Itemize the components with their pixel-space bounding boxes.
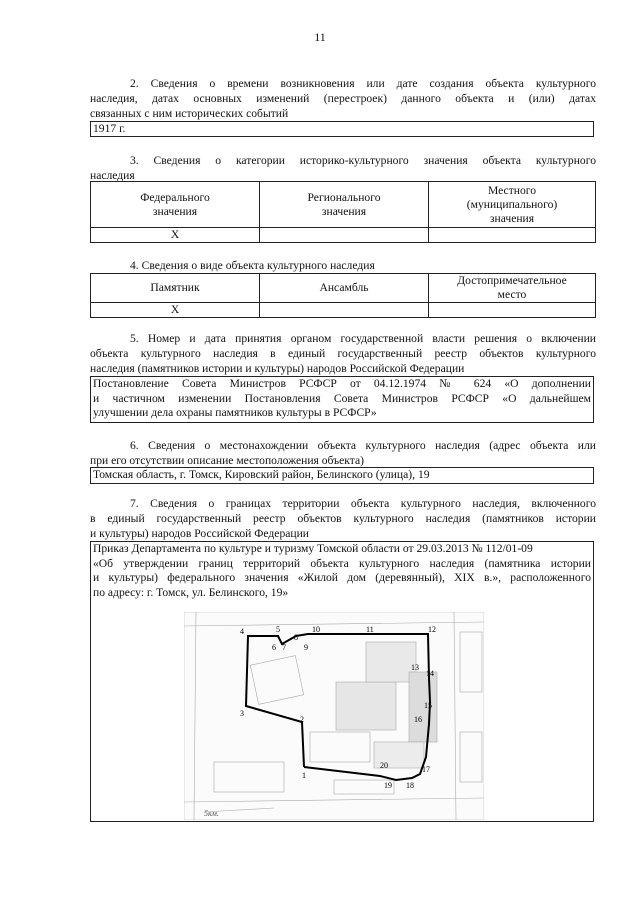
boundary-point-label: 1 — [302, 771, 306, 780]
table-cell — [260, 303, 429, 318]
section-2-value: 1917 г. — [90, 121, 594, 137]
boundary-point-label: 8 — [294, 633, 298, 642]
text-line: улучшении дела охраны памятников культуры в РСФСР» — [93, 406, 377, 419]
text-line: 2. Сведения о времени возникновения или дате создания объекта культурного — [130, 77, 596, 90]
table-header: Федерального значения — [91, 182, 260, 228]
section-4-heading — [90, 258, 596, 273]
text-line: связанных с ним исторических событий — [90, 107, 289, 120]
page-number: 11 — [314, 30, 326, 44]
text-line: 5. Номер и дата принятия органом государственной власти решения о включении — [130, 332, 596, 345]
text-line: и культуры) федерального значения «Жилой дом (деревянный), XIX в.», расположенного — [93, 571, 591, 584]
table-cell — [429, 303, 596, 318]
text-line: 6. Сведения о местонахождении объекта культурного наследия (адрес объекта или — [130, 439, 596, 452]
boundary-point-label: 6 — [272, 643, 276, 652]
boundary-point-label: 16 — [414, 715, 422, 724]
table-cell — [429, 228, 596, 243]
table-header: Достопримечательное место — [429, 274, 596, 303]
boundary-point-label: 10 — [312, 625, 320, 634]
text-line: Приказ Департамента по культуре и туризму Томской области от 29.03.2013 № 112/01-09 — [93, 542, 533, 555]
boundary-point-label: 5 — [276, 625, 280, 634]
table-header: Памятник — [91, 274, 260, 303]
table-cell: Х — [91, 303, 260, 318]
text-line: и культуры) народов Российской Федерации — [90, 527, 310, 540]
boundary-point-label: 15 — [424, 701, 432, 710]
section-6-heading — [90, 438, 596, 468]
text-line: наследия, датах основных изменений (перестроек) данного объекта и (или) датах — [90, 92, 596, 105]
boundary-point-label: 14 — [426, 669, 434, 678]
table-cell — [260, 228, 429, 243]
section-7-heading — [90, 496, 596, 541]
text-line: наследия (памятников истории и культуры) народов Российской Федерации — [90, 362, 465, 375]
section-6-value: Томская область, г. Томск, Кировский район, Белинского (улица), 19 — [90, 467, 594, 484]
table-header: Регионального значения — [260, 182, 429, 228]
boundary-point-label: 19 — [384, 781, 392, 790]
text-line: 3. Сведения о категории историко-культурного значения объекта культурного — [130, 154, 596, 167]
boundary-point-label: 7 — [282, 643, 286, 652]
boundary-point-label: 20 — [380, 761, 388, 770]
text-line: в единый государственный реестр объектов культурного наследия (памятников истории — [90, 512, 596, 525]
type-table — [90, 273, 596, 318]
boundary-plan-map — [184, 612, 484, 820]
boundary-point-label: 2 — [300, 715, 304, 724]
text-line: «Об утверждении границ территорий объекта культурного наследия (памятника истории — [93, 556, 591, 570]
text-line: Постановление Совета Министров РСФСР от 04.12.1974 № 624 «О дополнении — [93, 377, 591, 390]
boundary-point-label: 18 — [406, 781, 414, 790]
section-5-value — [90, 376, 594, 423]
text-line: при его отсутствии описание местоположения объекта) — [90, 454, 365, 467]
boundary-point-label: 11 — [366, 625, 374, 634]
text-line: 7. Сведения о границах территории объекта культурного наследия, включенного — [130, 497, 596, 510]
section-5-heading — [90, 331, 596, 376]
text-line: 4. Сведения о виде объекта культурного наследия — [130, 259, 375, 272]
table-header: Ансамбль — [260, 274, 429, 303]
boundary-point-label: 3 — [240, 709, 244, 718]
table-header: Местного (муниципального) значения — [429, 182, 596, 228]
boundary-point-label: 17 — [422, 765, 430, 774]
boundary-point-label: 13 — [411, 663, 419, 672]
category-table — [90, 181, 596, 243]
section-2-heading — [90, 76, 596, 121]
text-line: наследия — [90, 169, 135, 182]
boundary-point-label: 9 — [304, 643, 308, 652]
table-cell: Х — [91, 228, 260, 243]
text-line: и частичном изменении Постановления Совета Министров РСФСР «О дальнейшем — [93, 391, 591, 405]
boundary-point-label: 4 — [240, 627, 244, 636]
section-3-heading — [90, 153, 596, 183]
text-line: по адресу: г. Томск, ул. Белинского, 19» — [93, 585, 289, 599]
scale-note: 5км. — [204, 809, 219, 818]
boundary-point-label: 12 — [428, 625, 436, 634]
text-line: объекта культурного наследия в единый государственный реестр объектов культурного — [90, 347, 596, 360]
